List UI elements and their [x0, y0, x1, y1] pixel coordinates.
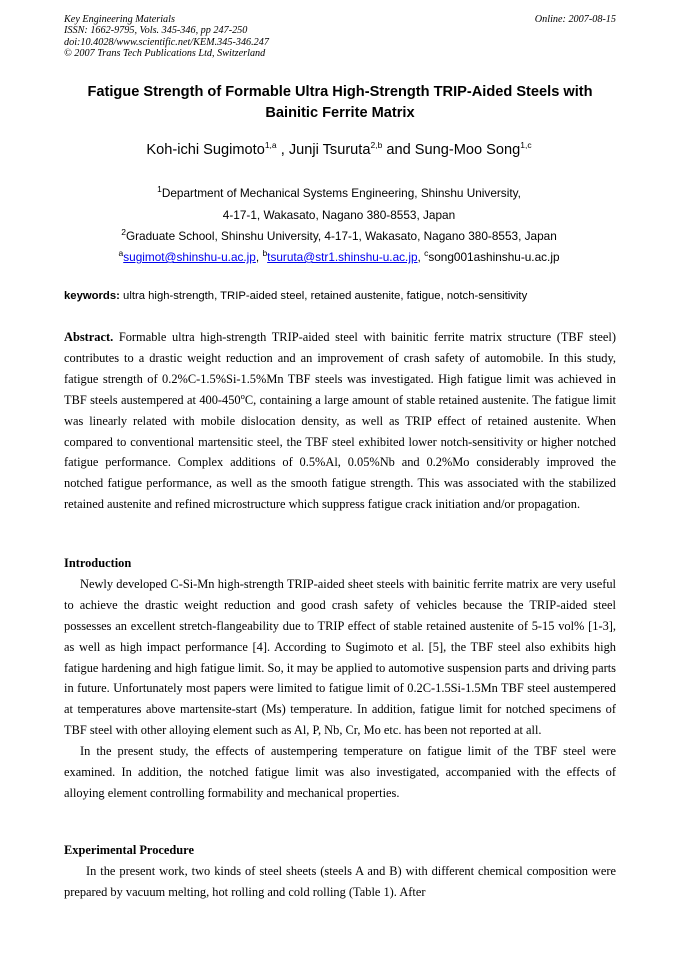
keywords — [64, 290, 616, 302]
email-c: song001ashinshu-u.ac.jp — [428, 250, 560, 264]
affiliation-1-text: Department of Mechanical Systems Engineering, Shinshu University, — [161, 186, 521, 200]
title-line-2: Bainitic Ferrite Matrix — [265, 105, 415, 121]
author-1-affil: 1,a — [264, 140, 277, 151]
degree-sup: o — [240, 390, 245, 401]
author-sep-2: and — [382, 142, 415, 158]
email-b-marker: b — [262, 248, 268, 259]
author-1: Koh-ichi Sugimoto — [146, 142, 265, 158]
abstract-text-2: C, containing a large amount of stable retained austenite. The fatigue limit was linearly related with mobile dislocation density, as well as TRIP effect of retained austenite. When compared to conventional martensitic steel, the TBF steel exhibited lower notch-sensitivity or higher notched fatigue performance. Complex additions of 0.5%Al, 0.05%Nb and 0.2%Mo considerably improved the notched fatigue performance, as well as the smooth fatigue strength. This was associated with the stabilized retained austenite and refined microstructure which suppress fatigue crack initiation and/or propagation. — [64, 392, 616, 512]
affiliation-2-text: Graduate School, Shinshu University, 4-17-1, Wakasato, Nagano 380-8553, Japan — [125, 229, 557, 243]
issn-line: ISSN: 1662-9795, Vols. 345-346, pp 247-250 — [64, 25, 248, 37]
email-c-marker: c — [424, 248, 429, 259]
author-2: Junji Tsuruta — [288, 142, 371, 158]
introduction-heading: Introduction — [64, 556, 132, 570]
abstract-text-1: Formable ultra high-strength TRIP-aided steel with bainitic ferrite matrix structure (TBF steel) contributes to a drastic weight reduction and an improvement of crash safety of automobile. In this study, fatigue strength of 0.2%C-1.5%Si-1.5%Mn TBF steels was investigated. High fatigue limit was achieved in TBF steels austempered at 400-450 — [64, 330, 616, 407]
online-date: Online: 2007-08-15 — [534, 14, 616, 25]
author-2-affil: 2,b — [370, 140, 383, 151]
keywords-text: ultra high-strength, TRIP-aided steel, retained austenite, fatigue, notch-sensitivity — [123, 290, 528, 302]
paper-title — [64, 82, 616, 124]
email-b-link[interactable]: tsuruta@str1.shinshu-u.ac.jp — [267, 250, 418, 264]
email-line: $^a$sugimot@shinshu-u.ac.jp, $^b$tsuruta@str1.shinshu-u.ac.jp, $^c$song001ashinshu-u.ac.jp — [118, 248, 560, 264]
journal-name: Key Engineering Materials — [64, 14, 175, 25]
abstract-label: Abstract. — [64, 330, 114, 344]
journal-header — [64, 14, 616, 60]
affiliation-2-marker: 2 — [121, 227, 126, 238]
email-a-marker: a — [118, 248, 124, 259]
author-3: Sung-Moo Song — [414, 142, 521, 158]
title-line-1: Fatigue Strength of Formable Ultra High-Strength TRIP-Aided Steels with — [87, 84, 593, 100]
introduction-paragraph-2: In the present study, the effects of austempering temperature on fatigue limit of the TBF steel were examined. In addition, the notched fatigue limit was also investigated, accompanied with the effects of alloying element controlling formability and mechanical properties. — [64, 744, 616, 800]
experimental-heading: Experimental Procedure — [64, 843, 194, 857]
abstract — [64, 327, 616, 515]
email-a-link[interactable]: sugimot@shinshu-u.ac.jp — [123, 250, 256, 264]
affiliation-1-line-2: 4-17-1, Wakasato, Nagano 380-8553, Japan — [222, 208, 456, 222]
affiliation-1-line-1 — [0, 186, 678, 200]
author-list — [0, 142, 678, 158]
introduction-paragraph-1: Newly developed C-Si-Mn high-strength TRIP-aided sheet steels with bainitic ferrite matrix are very useful to achieve the drastic weight reduction and good crash safety of vehicles because the TRIP-aided steel possesses an excellent stretch-flangeability due to TRIP effect of stable retained austenite of 5-15 vol% [1-3], as well as high impact performance [4]. According to Sugimoto et al. [5], the TBF steel also exhibits high fatigue hardening and high fatigue limit. So, it may be applied to automotive suspension parts and driving parts in future. Unfortunately most papers were limited to fatigue limit of 0.2C-1.5Si-1.5Mn TBF steel austempered at temperatures above martensite-start (Ms) temperature. In addition, fatigue limit for notched specimens of TBF steel with other alloying element such as Al, P, Nb, Cr, Mo etc. has been not reported at all. — [64, 576, 616, 738]
author-sep-1: , — [276, 142, 289, 158]
author-3-affil: 1,c — [520, 140, 532, 151]
introduction-section — [64, 553, 616, 804]
affiliation-1-marker: 1 — [157, 184, 162, 195]
experimental-section — [64, 840, 616, 903]
affiliation-2 — [0, 229, 678, 243]
doi-line: doi:10.4028/www.scientific.net/KEM.345-346.247 — [64, 36, 269, 48]
experimental-paragraph-1: In the present work, two kinds of steel sheets (steels A and B) with different chemical composition were prepared by vacuum melting, hot rolling and cold rolling (Table 1). After — [64, 863, 616, 899]
keywords-label: keywords: — [64, 290, 120, 302]
copyright-line: © 2007 Trans Tech Publications Ltd, Switzerland — [64, 48, 266, 60]
